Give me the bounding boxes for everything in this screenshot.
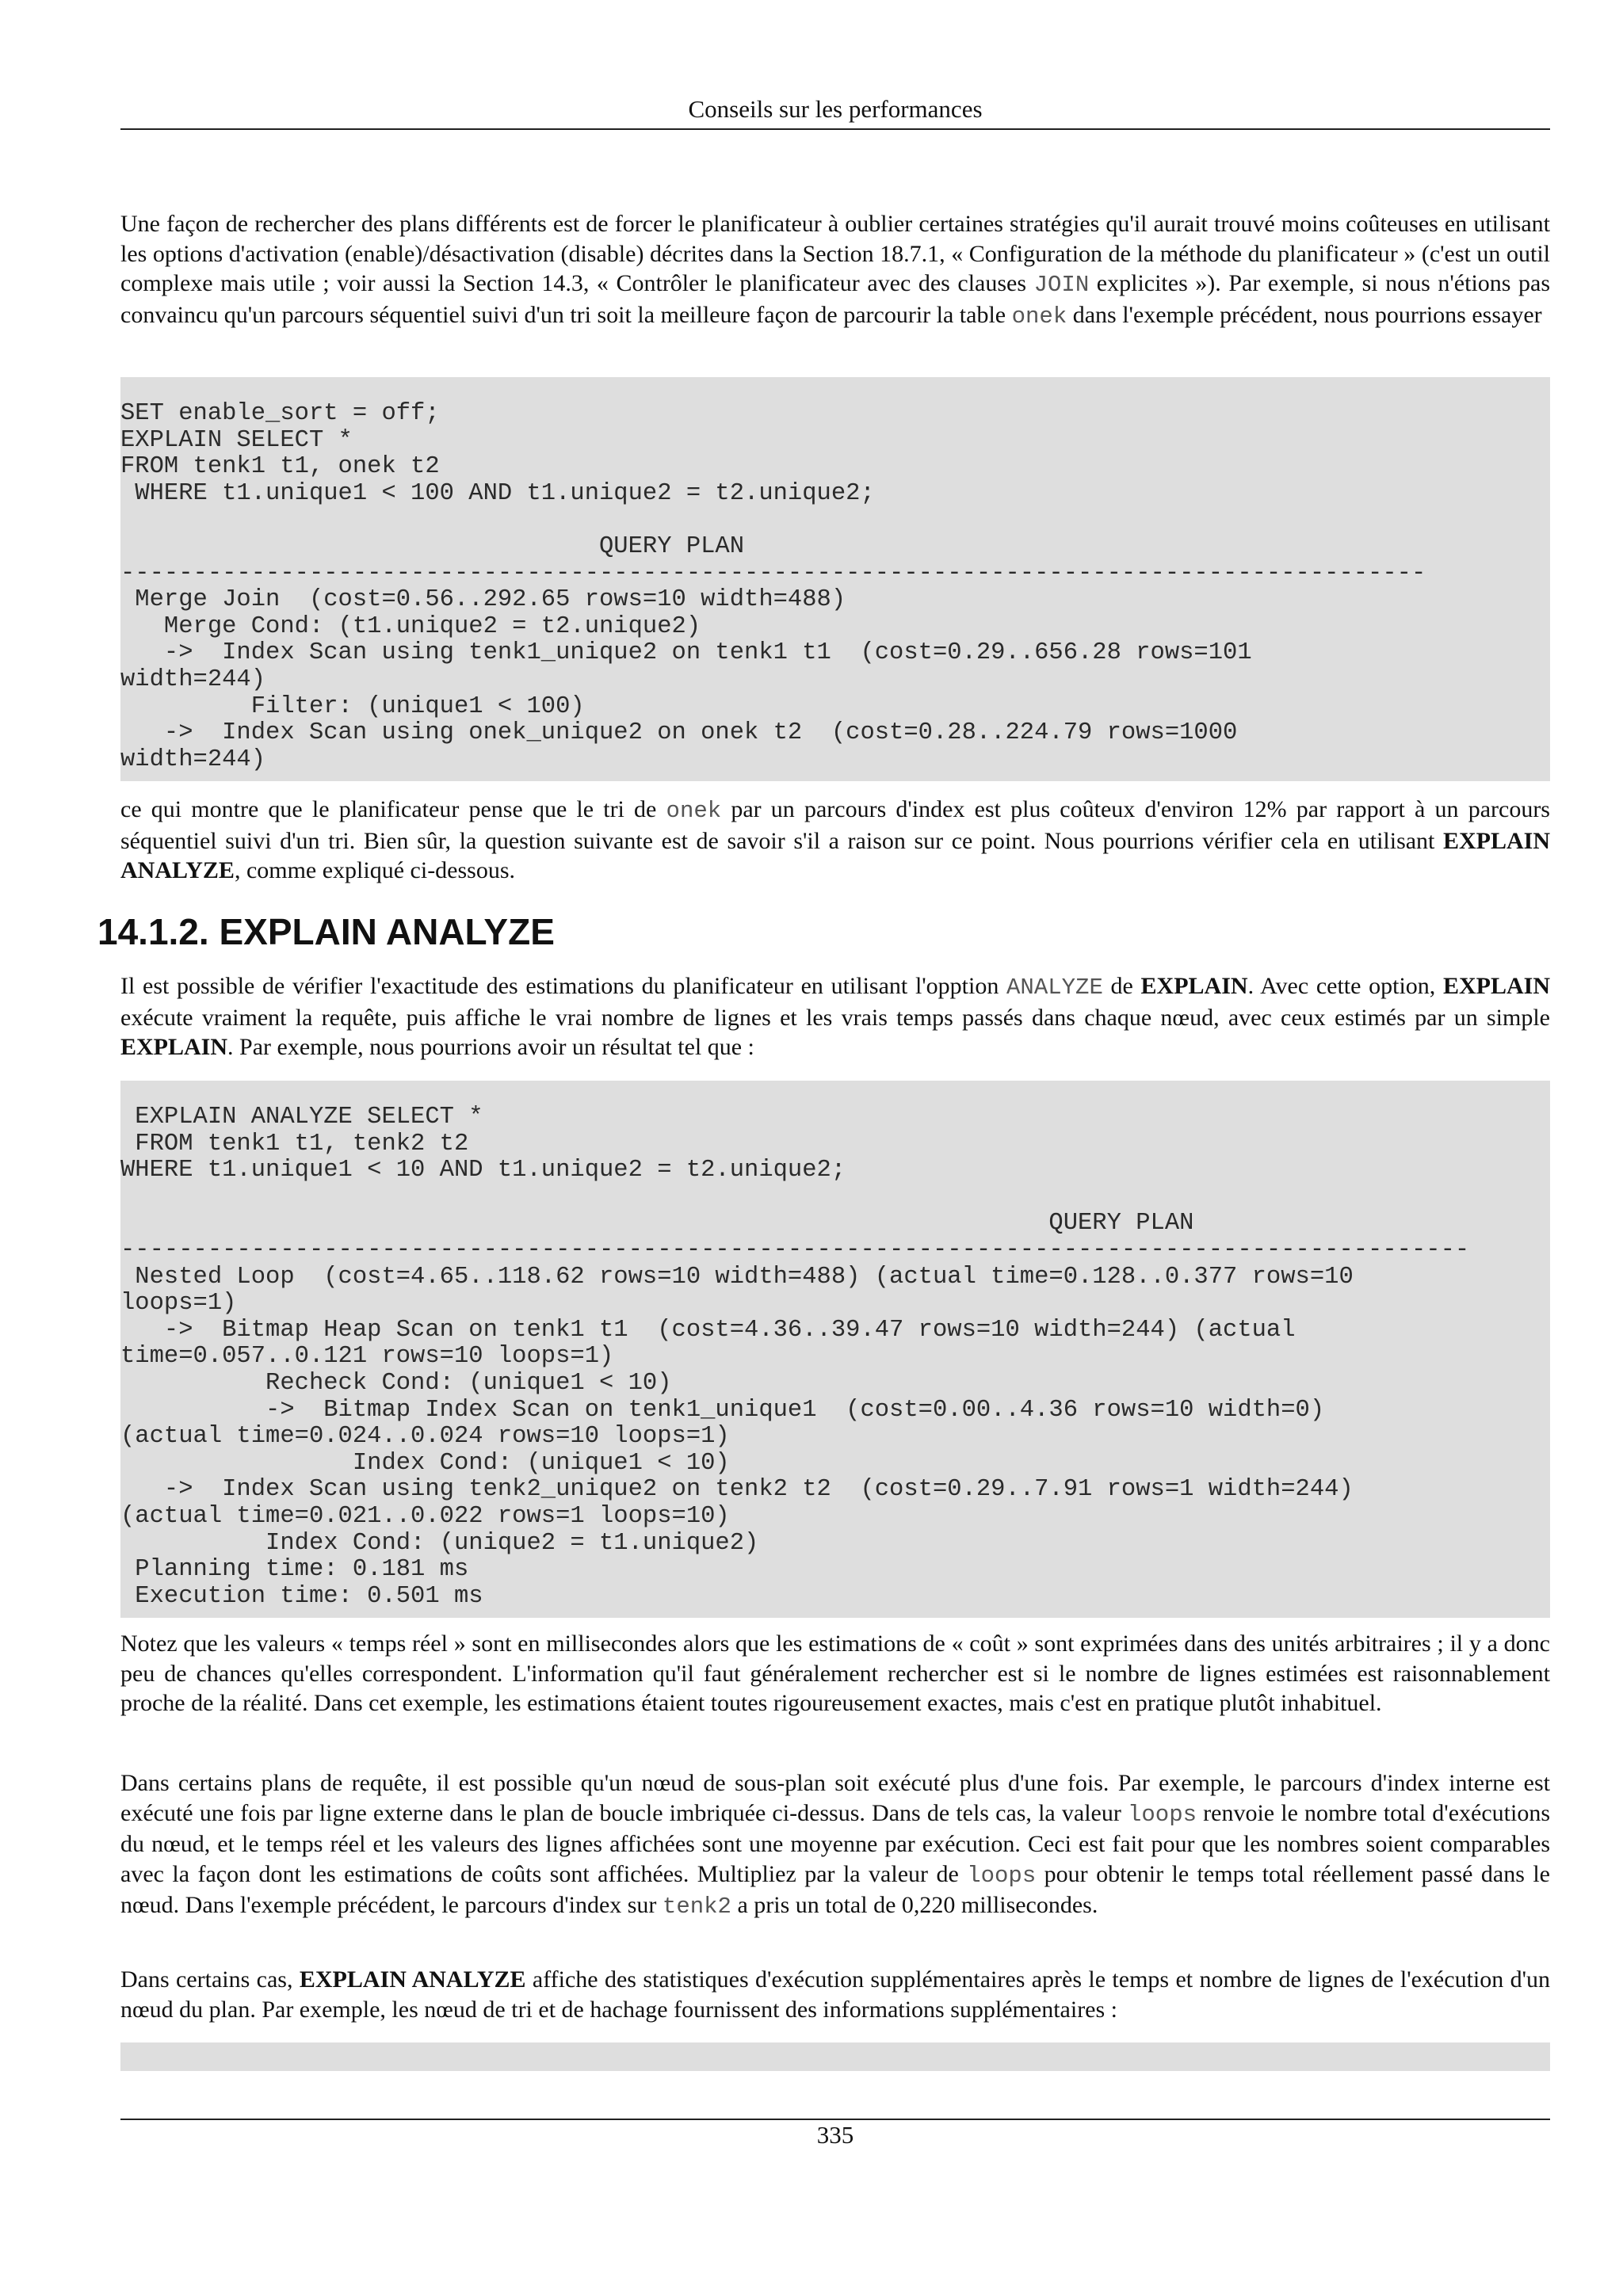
paragraph-index-cost: ce qui montre que le planificateur pense que le tri de onek par un parcours d'index est plus coûteux d'environ 12% par rapport à un parcours séquentiel suivi d'un tri. Bien sûr, la question suivante est de savoir s'il a raison sur ce point. Nous pourrions vérifier cela en utilisant EXPLAIN ANALYZE, comme expliqué ci-dessous. (120, 796, 1550, 883)
header-rule (120, 128, 1550, 130)
paragraph-analyze: Il est possible de vérifier l'exactitude des estimations du planificateur en utilisant l'opption ANALYZE de EXPLAIN. Avec cette option, EXPLAIN exécute vraiment la requête, puis affiche le vrai nombre de lignes et les vrais temps passés dans chaque nœud, avec ceux estimés par un simple EXPLAIN. Par exemple, nous pourrions avoir un résultat tel que : (120, 973, 1550, 1060)
inline-code: loops (967, 1862, 1037, 1889)
inline-code: JOIN (1033, 272, 1090, 298)
code-block-explain-analyze: EXPLAIN ANALYZE SELECT * FROM tenk1 t1, tenk2 t2 WHERE t1.unique1 < 10 AND t1.unique2 = t2.unique2; QUERY PLAN --------------------------------------------------------------------------------------------- Nested Loop (cost=4.65..118.62 rows=10 width=488) (actual time=0.128..0.377 rows=10 loops=1) -> Bitmap Heap Scan on tenk1 t1 (cost=4.36..39.47 rows=10 width=244) (actual time=0.057..0.121 rows=10 loops=1) Recheck Cond: (unique1 < 10) -> Bitmap Index Scan on tenk1_unique1 (cost=0.00..4.36 rows=10 width=0) (actual time=0.024..0.024 rows=10 loops=1) Index Cond: (unique1 < 10) -> Index Scan using tenk2_unique2 on tenk2 t2 (cost=0.29..7.91 rows=1 width=244) (actual time=0.021..0.022 rows=1 loops=10) Index Cond: (unique2 = t1.unique2) Planning time: 0.181 ms Execution time: 0.501 ms (120, 1081, 1550, 1618)
inline-code: onek (666, 798, 722, 824)
paragraph-extra-stats: Dans certains cas, EXPLAIN ANALYZE affiche des statistiques d'exécution supplémentaires après le temps et nombre de lignes de l'exécution d'un nœud du plan. Par exemple, les nœud de tri et de hachage fournissent des informations supplémentaires : (120, 1966, 1551, 2023)
inline-code: loops (1127, 1801, 1197, 1828)
inline-code: onek (1011, 303, 1067, 330)
code-block-continued (120, 2042, 1550, 2071)
inline-code: tenk2 (662, 1894, 731, 1920)
inline-code: ANALYZE (1006, 974, 1103, 1001)
paragraph-real-time: Notez que les valeurs « temps réel » sont en millisecondes alors que les estimations de « coût » sont exprimées dans des unités arbitraires ; il y a donc peu de chances qu'elles correspondent. L'information qu'il faut généralement rechercher est si le nombre de lignes estimées est raisonnablement proche de la réalité. Dans cet exemple, les estimations étaient toutes rigoureusement exactes, mais c'est en pratique plutôt inhabituel. (120, 1630, 1550, 1716)
code-block-explain: SET enable_sort = off; EXPLAIN SELECT * FROM tenk1 t1, onek t2 WHERE t1.unique1 < 100 AND t1.unique2 = t2.unique2; QUERY PLAN ------------------------------------------------------------------------------------------ Merge Join (cost=0.56..292.65 rows=10 width=488) Merge Cond: (t1.unique2 = t2.unique2) -> Index Scan using tenk1_unique2 on tenk1 t1 (cost=0.29..656.28 rows=101 width=244) Filter: (unique1 < 100) -> Index Scan using onek_unique2 on onek t2 (cost=0.28..224.79 rows=1000 width=244) (120, 377, 1550, 781)
section-heading: 14.1.2. EXPLAIN ANALYZE (97, 911, 555, 952)
paragraph-intro: Une façon de rechercher des plans différents est de forcer le planificateur à oublier certaines stratégies qu'il aurait trouvé moins coûteuses en utilisant les options d'activation (enable)/désactivation (disable) décrites dans la Section 18.7.1, « Configuration de la méthode du planificateur » (c'est un outil complexe mais utile ; voir aussi la Section 14.3, « Contrôler le planificateur avec des clauses JOIN explicites »). Par exemple, si nous n'étions pas convaincu qu'un parcours séquentiel suivi d'un tri soit la meilleure façon de parcourir la table onek dans l'exemple précédent, nous pourrions essayer (120, 211, 1550, 330)
running-header: Conseils sur les performances (688, 95, 983, 123)
page-number: 335 (816, 2121, 854, 2149)
paragraph-loops: Dans certains plans de requête, il est possible qu'un nœud de sous-plan soit exécuté plus d'une fois. Par exemple, le parcours d'index interne est exécuté une fois par ligne externe dans le plan de boucle imbriquée ci-dessus. Dans de tels cas, la valeur loops renvoie le nombre total d'exécutions du nœud, et le temps réel et les valeurs des lignes affichées sont une moyenne par exécution. Ceci est fait pour que les nombres soient comparables avec la façon dont les estimations de coûts sont affichées. Multipliez par la valeur de loops pour obtenir le temps total réellement passé dans le nœud. Dans l'exemple précédent, le parcours d'index sur tenk2 a pris un total de 0,220 millisecondes. (120, 1770, 1550, 1920)
